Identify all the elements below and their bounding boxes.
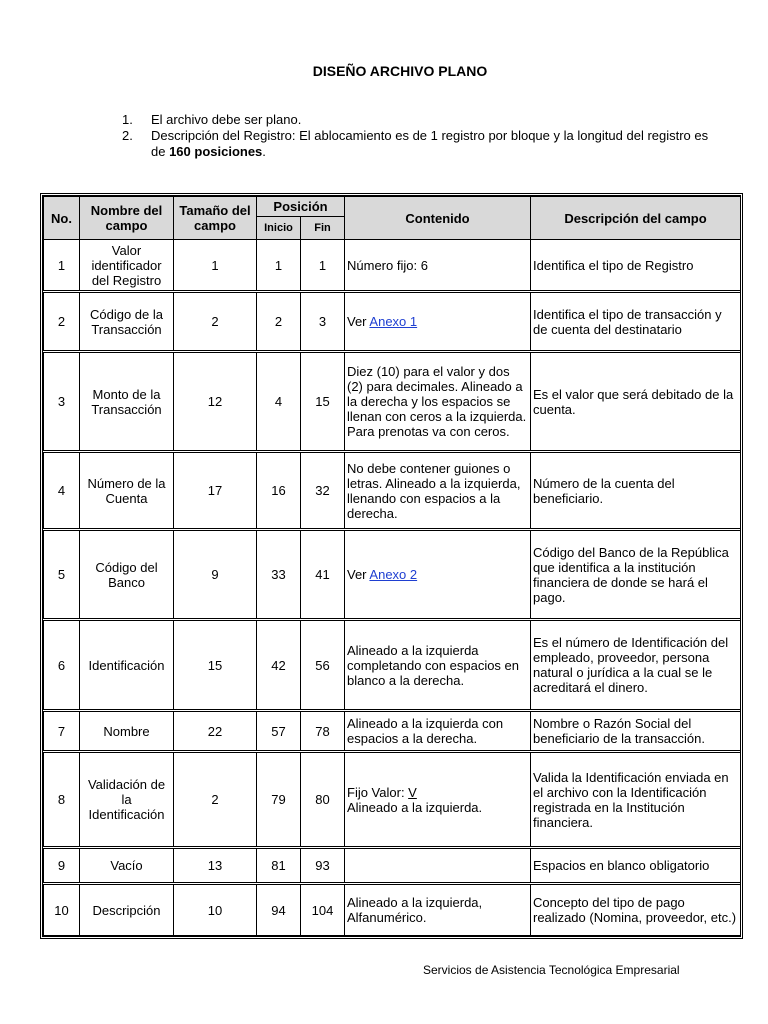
list-item <box>122 128 722 160</box>
list-text: El archivo debe ser plano. <box>151 112 302 127</box>
fixed-value: V <box>408 784 417 800</box>
cell-inicio: 81 <box>257 848 301 884</box>
cell-fin: 93 <box>301 848 345 884</box>
header-tamano: Tamaño del campo <box>174 197 257 240</box>
header-descripcion: Descripción del campo <box>531 197 741 240</box>
cell-fin: 80 <box>301 752 345 848</box>
cell-contenido: Alineado a la izquierda completando con espacios en blanco a la derecha. <box>345 620 531 711</box>
cell-no: 2 <box>44 292 80 352</box>
cell-tamano: 1 <box>174 240 257 292</box>
table-row <box>44 884 741 936</box>
header-posicion: Posición <box>257 197 345 217</box>
cell-contenido <box>345 530 531 620</box>
cell-descripcion: Nombre o Razón Social del beneficiario de la transacción. <box>531 711 741 752</box>
cell-tamano: 22 <box>174 711 257 752</box>
cell-fin: 78 <box>301 711 345 752</box>
cell-nombre: Valor identificador del Registro <box>80 240 174 292</box>
cell-descripcion: Número de la cuenta del beneficiario. <box>531 452 741 530</box>
cell-descripcion: Es el valor que será debitado de la cuenta. <box>531 352 741 452</box>
cell-no: 6 <box>44 620 80 711</box>
table-row <box>44 292 741 352</box>
cell-nombre: Número de la Cuenta <box>80 452 174 530</box>
cell-fin: 41 <box>301 530 345 620</box>
cell-tamano: 17 <box>174 452 257 530</box>
list-item <box>122 112 722 128</box>
cell-fin: 32 <box>301 452 345 530</box>
table-row <box>44 530 741 620</box>
contenido-prefix: Fijo Valor: <box>347 784 409 800</box>
cell-descripcion: Identifica el tipo de transacción y de cuenta del destinatario <box>531 292 741 352</box>
table-row <box>44 620 741 711</box>
cell-contenido <box>345 848 531 884</box>
cell-fin: 15 <box>301 352 345 452</box>
cell-nombre: Código de la Transacción <box>80 292 174 352</box>
cell-inicio: 79 <box>257 752 301 848</box>
list-text-bold: 160 posiciones <box>169 144 263 159</box>
document-title: DISEÑO ARCHIVO PLANO <box>312 63 488 79</box>
cell-descripcion: Valida la Identificación enviada en el archivo con la Identificación registrada en la Institución financiera. <box>531 752 741 848</box>
list-text-part: . <box>262 144 266 159</box>
header-fin: Fin <box>301 217 345 240</box>
anexo-2-link[interactable]: Anexo 2 <box>369 567 418 582</box>
cell-fin: 3 <box>301 292 345 352</box>
cell-tamano: 2 <box>174 292 257 352</box>
cell-inicio: 1 <box>257 240 301 292</box>
cell-inicio: 33 <box>257 530 301 620</box>
list-text <box>151 128 722 160</box>
cell-nombre: Descripción <box>80 884 174 936</box>
cell-contenido <box>345 752 531 848</box>
cell-inicio: 4 <box>257 352 301 452</box>
cell-no: 4 <box>44 452 80 530</box>
cell-contenido <box>345 292 531 352</box>
cell-contenido: Número fijo: 6 <box>345 240 531 292</box>
cell-tamano: 13 <box>174 848 257 884</box>
list-text-part: Descripción del Registro: El ablocamiento es de 1 registro por bloque y la longitud del registro es de <box>151 128 709 159</box>
cell-nombre: Vacío <box>80 848 174 884</box>
cell-no: 8 <box>44 752 80 848</box>
cell-descripcion: Identifica el tipo de Registro <box>531 240 741 292</box>
contenido-prefix: Ver <box>347 567 370 582</box>
cell-inicio: 2 <box>257 292 301 352</box>
list-number: 2. <box>122 128 133 143</box>
cell-tamano: 10 <box>174 884 257 936</box>
table-row <box>44 352 741 452</box>
table-row <box>44 452 741 530</box>
cell-contenido: Diez (10) para el valor y dos (2) para decimales. Alineado a la derecha y los espacios se llenan con ceros a la izquierda. Para prenotas va con ceros. <box>345 352 531 452</box>
cell-descripcion: Código del Banco de la República que identifica a la institución financiera de donde se hará el pago. <box>531 530 741 620</box>
page-footer: Servicios de Asistencia Tecnológica Empresarial <box>423 963 680 977</box>
field-design-table-wrapper <box>40 193 743 939</box>
cell-tamano: 15 <box>174 620 257 711</box>
anexo-1-link[interactable]: Anexo 1 <box>369 314 418 329</box>
cell-inicio: 94 <box>257 884 301 936</box>
table-row <box>44 752 741 848</box>
cell-no: 9 <box>44 848 80 884</box>
table-row <box>44 848 741 884</box>
header-no: No. <box>44 197 80 240</box>
cell-no: 1 <box>44 240 80 292</box>
cell-contenido: Alineado a la izquierda con espacios a la derecha. <box>345 711 531 752</box>
cell-inicio: 57 <box>257 711 301 752</box>
cell-contenido: Alineado a la izquierda, Alfanumérico. <box>345 884 531 936</box>
cell-descripcion: Es el número de Identificación del empleado, proveedor, persona natural o jurídica a la cual se le acreditará el dinero. <box>531 620 741 711</box>
intro-list <box>122 112 722 160</box>
field-design-table <box>43 196 741 936</box>
cell-descripcion: Espacios en blanco obligatorio <box>531 848 741 884</box>
cell-tamano: 12 <box>174 352 257 452</box>
cell-no: 3 <box>44 352 80 452</box>
cell-fin: 56 <box>301 620 345 711</box>
cell-fin: 104 <box>301 884 345 936</box>
table-row <box>44 240 741 292</box>
header-contenido: Contenido <box>345 197 531 240</box>
cell-nombre: Monto de la Transacción <box>80 352 174 452</box>
contenido-prefix: Ver <box>347 314 370 329</box>
cell-nombre: Código del Banco <box>80 530 174 620</box>
cell-tamano: 9 <box>174 530 257 620</box>
cell-no: 10 <box>44 884 80 936</box>
cell-nombre: Identificación <box>80 620 174 711</box>
header-nombre: Nombre del campo <box>80 197 174 240</box>
cell-descripcion: Concepto del tipo de pago realizado (Nomina, proveedor, etc.) <box>531 884 741 936</box>
cell-inicio: 16 <box>257 452 301 530</box>
cell-tamano: 2 <box>174 752 257 848</box>
table-row <box>44 711 741 752</box>
cell-nombre: Nombre <box>80 711 174 752</box>
cell-contenido: No debe contener guiones o letras. Alineado a la izquierda, llenando con espacios a la derecha. <box>345 452 531 530</box>
header-inicio: Inicio <box>257 217 301 240</box>
cell-inicio: 42 <box>257 620 301 711</box>
cell-no: 7 <box>44 711 80 752</box>
cell-fin: 1 <box>301 240 345 292</box>
contenido-line2: Alineado a la izquierda. <box>347 799 483 815</box>
cell-no: 5 <box>44 530 80 620</box>
list-number: 1. <box>122 112 133 127</box>
cell-nombre: Validación de la Identificación <box>80 752 174 848</box>
